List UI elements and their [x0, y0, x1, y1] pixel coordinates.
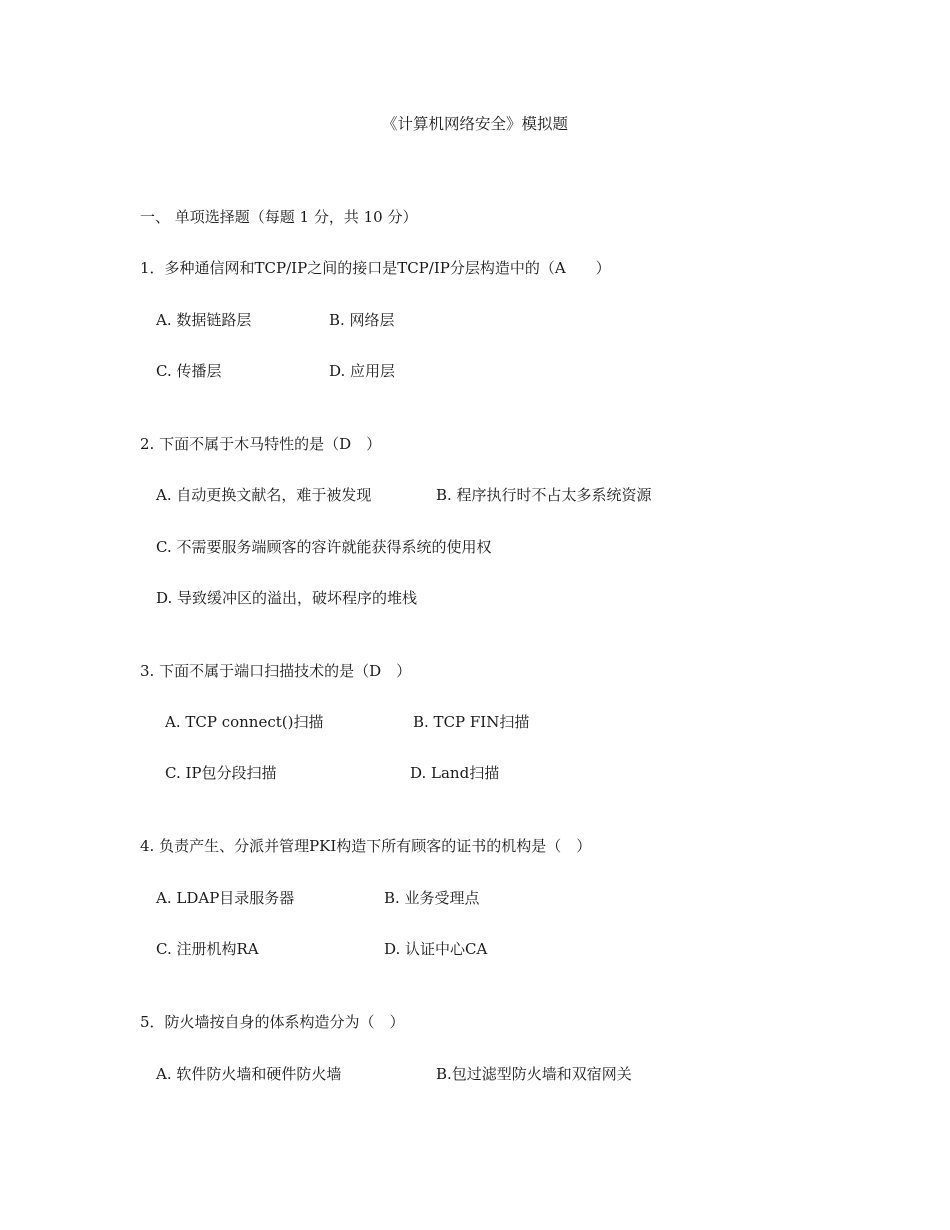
question-2-stem: 2. 下面不属于木马特性的是（D ）	[140, 435, 382, 453]
document-title: 《计算机网络安全》模拟题	[381, 115, 568, 133]
question-2-option-a: A. 自动更换文献名，难于被发现	[156, 486, 372, 504]
question-4-option-c: C. 注册机构RA	[156, 940, 259, 958]
question-3-option-c: C. IP包分段扫描	[165, 764, 277, 782]
question-4-stem: 4. 负责产生、分派并管理PKI构造下所有顾客的证书的机构是（ ）	[140, 837, 592, 855]
question-2-option-d: D. 导致缓冲区的溢出，破坏程序的堆栈	[156, 589, 418, 607]
question-1-option-b: B. 网络层	[329, 311, 395, 329]
question-1-option-d: D. 应用层	[329, 362, 396, 380]
question-1-stem: 1．多种通信网和TCP/IP之间的接口是TCP/IP分层构造中的（A ）	[140, 259, 611, 277]
question-3-stem: 3. 下面不属于端口扫描技术的是（D ）	[140, 662, 412, 680]
question-3-option-a: A. TCP connect()扫描	[165, 713, 324, 731]
question-3-option-b: B. TCP FIN扫描	[413, 713, 530, 731]
question-4-option-b: B. 业务受理点	[384, 889, 480, 907]
question-4-option-a: A. LDAP目录服务器	[156, 889, 295, 907]
question-4-option-d: D. 认证中心CA	[384, 940, 488, 958]
section-heading: 一、 单项选择题（每题 1 分，共 10 分）	[140, 208, 418, 226]
question-5-option-b: B.包过滤型防火墙和双宿网关	[436, 1065, 632, 1083]
question-2-option-c: C. 不需要服务端顾客的容许就能获得系统的使用权	[156, 538, 492, 556]
question-2-option-b: B. 程序执行时不占太多系统资源	[436, 486, 652, 504]
question-3-option-d: D. Land扫描	[410, 764, 500, 782]
question-5-option-a: A. 软件防火墙和硬件防火墙	[156, 1065, 342, 1083]
question-1-option-c: C. 传播层	[156, 362, 222, 380]
question-5-stem: 5．防火墙按自身的体系构造分为（ ）	[140, 1013, 405, 1031]
question-1-option-a: A. 数据链路层	[156, 311, 252, 329]
